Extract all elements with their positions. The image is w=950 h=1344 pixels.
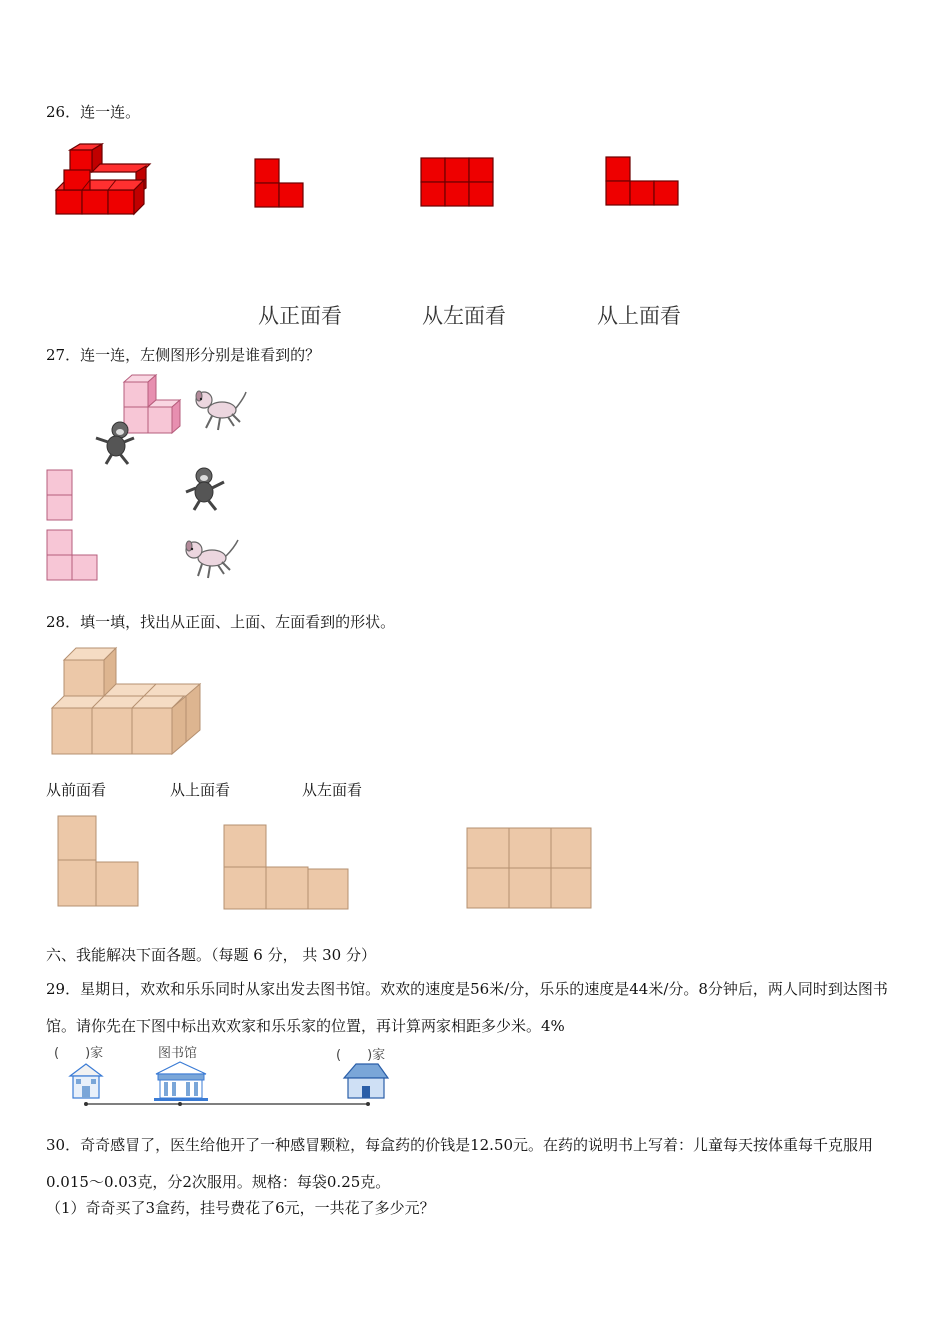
q28-label-front: 从前面看 <box>46 781 107 799</box>
q26-label-left: 从左面看 <box>422 304 506 328</box>
monkey-icon <box>92 420 140 466</box>
q28-shape-c <box>465 826 595 912</box>
q27-title: 27．连一连，左侧图形分别是谁看到的？ <box>46 346 321 364</box>
map-library-label: 图书馆 <box>158 1046 198 1061</box>
q28-label-top: 从上面看 <box>170 781 231 799</box>
q28-title: 28．填一填，找出从正面、上面、左面看到的形状。 <box>46 613 396 631</box>
q30-sub1: （1）奇奇买了3盒药，挂号费花了6元，一共花了多少元？ <box>46 1199 435 1217</box>
house-icon <box>344 1064 388 1098</box>
q26-view-a <box>254 158 306 210</box>
dog-icon <box>182 536 242 582</box>
map-right-home-label: ( )家 <box>336 1048 386 1063</box>
q28-shape-a <box>56 814 142 908</box>
q26-label-top: 从上面看 <box>597 304 681 328</box>
q30-text: 30．奇奇感冒了，医生给他开了一种感冒颗粒，每盒药的价钱是12.50元。在药的说明书上写着：儿童每天按体重每千克服用0.015～0.03克，分2次服用。规格：每袋0.25克。 <box>46 1136 874 1191</box>
house-icon <box>70 1064 102 1098</box>
map-left-home-label: ( )家 <box>54 1046 104 1061</box>
q26-view-c <box>605 156 681 208</box>
monkey-icon <box>182 466 230 512</box>
q26-solid-figure <box>50 140 160 220</box>
q27-view-l-shape <box>46 529 100 581</box>
q26-title: 26．连一连。 <box>46 103 141 121</box>
q29-map <box>60 1058 400 1110</box>
q29-text: 29．星期日，欢欢和乐乐同时从家出发去图书馆。欢欢的速度是56米/分，乐乐的速度是44米/分。8分钟后，两人同时到达图书馆。请你先在下图中标出欢欢家和乐乐家的位置，再计算两家相距多少米。4% <box>46 980 888 1035</box>
q26-label-front: 从正面看 <box>258 304 342 328</box>
section6-title: 六、我能解决下面各题。（每题 6 分， 共 30 分） <box>46 946 376 964</box>
q28-label-left: 从左面看 <box>302 781 363 799</box>
q27-view-column <box>46 469 74 521</box>
q26-view-b <box>420 157 496 209</box>
q28-shape-b <box>222 823 352 911</box>
q28-solid-figure <box>48 646 208 758</box>
library-icon <box>154 1062 208 1101</box>
dog-icon <box>190 388 250 434</box>
